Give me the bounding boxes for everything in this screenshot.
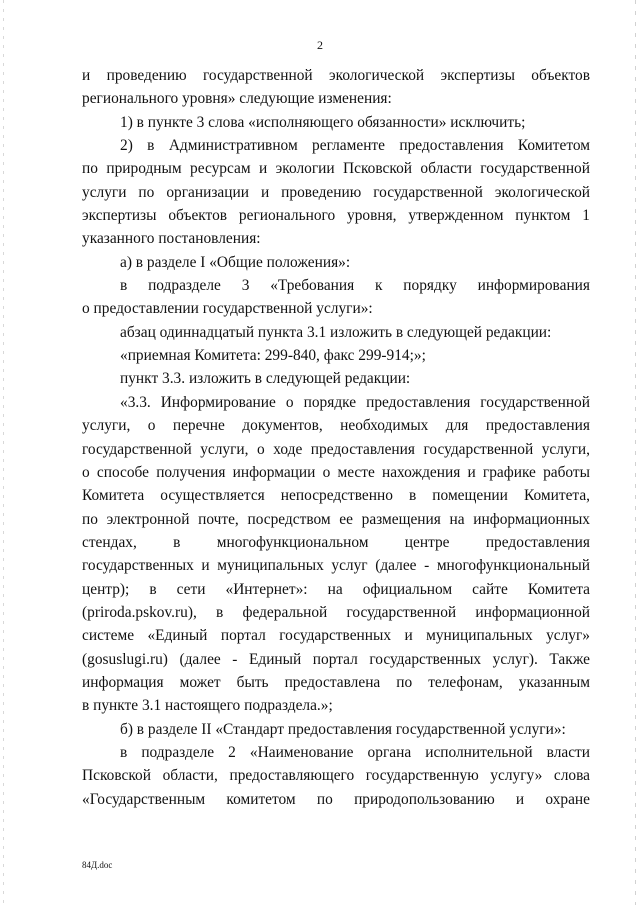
text-line: (priroda.pskov.ru), в федеральной государственной информационной — [82, 603, 590, 621]
text-line: в пункте 3.1 настоящего подраздела.»; — [82, 697, 333, 715]
text-line: услуги, о перечне документов, необходимых для предоставления — [82, 417, 590, 435]
text-line: и проведению государственной экологической экспертизы объектов — [82, 67, 590, 84]
text-line: б) в разделе II «Стандарт предоставления государственной услуги»: — [120, 720, 566, 738]
text-line: в подразделе 3 «Требования к порядку информирования — [120, 277, 590, 295]
text-line: «3.3. Информирование о порядке предоставления государственной — [120, 393, 590, 411]
text-line: пункт 3.3. изложить в следующей редакции: — [120, 370, 411, 388]
footer-filename: 84Д.doc — [82, 860, 113, 870]
scan-edge-right — [635, 0, 636, 905]
text-line: о способе получения информации о месте нахождения и графике работы — [82, 463, 590, 481]
text-line: указанного постановления: — [82, 230, 261, 248]
text-line: по природным ресурсам и экологии Псковской области государственной — [82, 160, 590, 178]
text-line: по электронной почте, посредством ее размещения на информационных — [82, 510, 590, 528]
text-line: 1) в пункте 3 слова «исполняющего обязанности» исключить; — [120, 113, 526, 131]
text-line: 2) в Административном регламенте предоставления Комитетом — [120, 137, 590, 155]
text-line: а) в разделе I «Общие положения»: — [120, 253, 351, 271]
document-body — [82, 64, 590, 811]
text-line: Псковской области, предоставляющего государственную услугу» слова — [82, 767, 590, 785]
text-line: государственной услуги, о ходе предоставления государственной услуги, — [82, 440, 590, 458]
text-line: государственных и муниципальных услуг (далее - многофункциональный — [82, 557, 590, 575]
text-line: «Государственным комитетом по природопользованию и охране — [82, 790, 590, 808]
page-number: 2 — [317, 38, 323, 52]
text-line: системе «Единый портал государственных и муниципальных услуг» — [82, 627, 590, 645]
text-line: абзац одиннадцатый пункта 3.1 изложить в следующей редакции: — [120, 323, 552, 341]
text-line: в подразделе 2 «Наименование органа исполнительной власти — [120, 743, 590, 761]
text-line: услуги по организации и проведению государственной экологической — [82, 183, 590, 201]
text-line: Комитета осуществляется непосредственно в помещении Комитета, — [82, 487, 590, 505]
text-line: регионального уровня» следующие изменения: — [82, 90, 392, 108]
text-line: центр); в сети «Интернет»: на официальном сайте Комитета — [82, 580, 590, 598]
text-line: (gosuslugi.ru) (далее - Единый портал государственных услуг). Также — [82, 650, 590, 668]
text-line: о предоставлении государственной услуги»: — [82, 300, 373, 318]
text-line: стендах, в многофункциональном центре предоставления — [82, 533, 590, 551]
text-line: «приемная Комитета: 299-840, факс 299-914;»; — [120, 347, 426, 365]
scan-edge-left — [3, 0, 4, 905]
text-line: информация может быть предоставлена по телефонам, указанным — [82, 673, 590, 691]
text-line: экспертизы объектов регионального уровня, утвержденном пунктом 1 — [82, 207, 590, 225]
